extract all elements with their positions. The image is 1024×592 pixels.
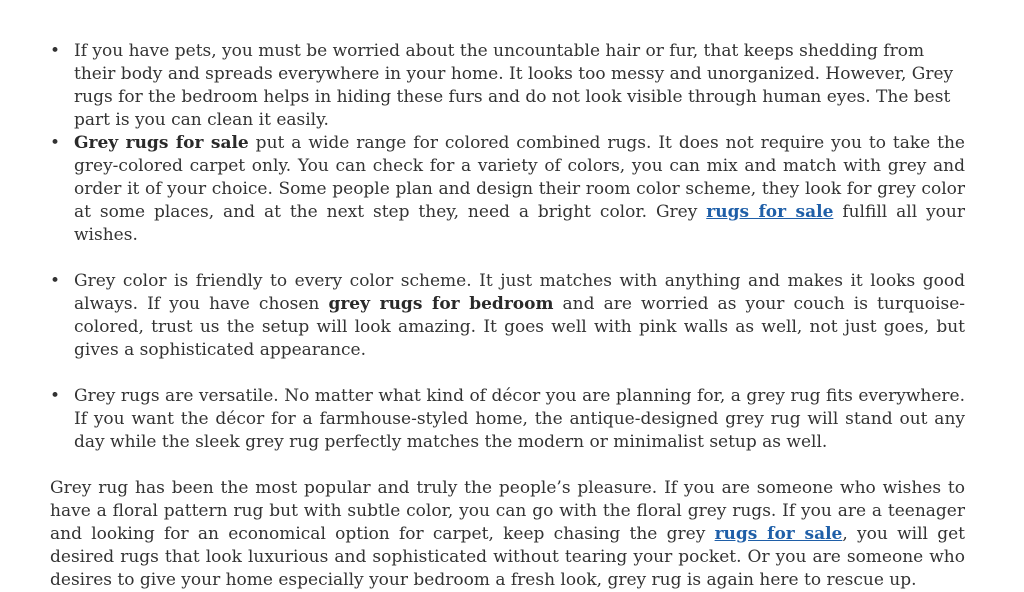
article-body (50, 40, 965, 592)
list-item-text: Grey color is friendly to every color scheme. It just matches with anything and makes it looks good always. If you have chosen (74, 271, 965, 314)
bold-phrase: Grey rugs for sale (74, 133, 249, 153)
list-item-text-end: fulfill all your wishes. (74, 202, 965, 245)
list-item-text: put a wide range for colored combined rugs. It does not require you to take the grey-colored carpet only. You can check for a variety of colors, you can mix and match with grey and order it of your choice. Some people plan and design their room color scheme, they look for grey color at some places, and at the next step they, need a bright color. Grey (74, 133, 965, 222)
paragraph-text: Grey rug has been the most popular and truly the people’s pleasure. If you are someone who wishes to have a floral pattern rug but with subtle color, you can go with the floral grey rugs. If you are a teenager and looking for an economical option for carpet, keep chasing the grey (50, 478, 965, 544)
list-item-pets (50, 40, 965, 132)
list-item-color-scheme (50, 270, 965, 362)
list-item-versatile (50, 385, 965, 454)
bold-phrase: grey rugs for bedroom (328, 294, 554, 314)
paragraph-text-end: , you will get desired rugs that look luxurious and sophisticated without tearing your pocket. Or you are someone who desires to give your home especially your bedroom a fresh look, grey rug is again here to rescue up. (50, 524, 965, 590)
rugs-for-sale-link-2[interactable]: rugs for sale (714, 524, 843, 544)
list-item-text-end: and are worried as your couch is turquoise-colored, trust us the setup will look amazing. It goes well with pink walls as well, not just goes, but gives a sophisticated appearance. (74, 294, 965, 360)
list-item-text: Grey rugs are versatile. No matter what kind of décor you are planning for, a grey rug fits everywhere. If you want the décor for a farmhouse-styled home, the antique-designed grey rug will stand out any day while the sleek grey rug perfectly matches the modern or minimalist setup as well. (74, 386, 965, 452)
closing-paragraph (50, 477, 965, 592)
list-item-text: If you have pets, you must be worried about the uncountable hair or fur, that keeps shedding from their body and spreads everywhere in your home. It looks too messy and unorganized. However, Grey rugs for the bedroom helps in hiding these furs and do not look visible through human eyes. The best part is you can clean it easily. (74, 41, 954, 130)
benefits-list (50, 40, 965, 454)
list-item-grey-rugs-for-sale (50, 132, 965, 247)
rugs-for-sale-link[interactable]: rugs for sale (706, 202, 834, 222)
